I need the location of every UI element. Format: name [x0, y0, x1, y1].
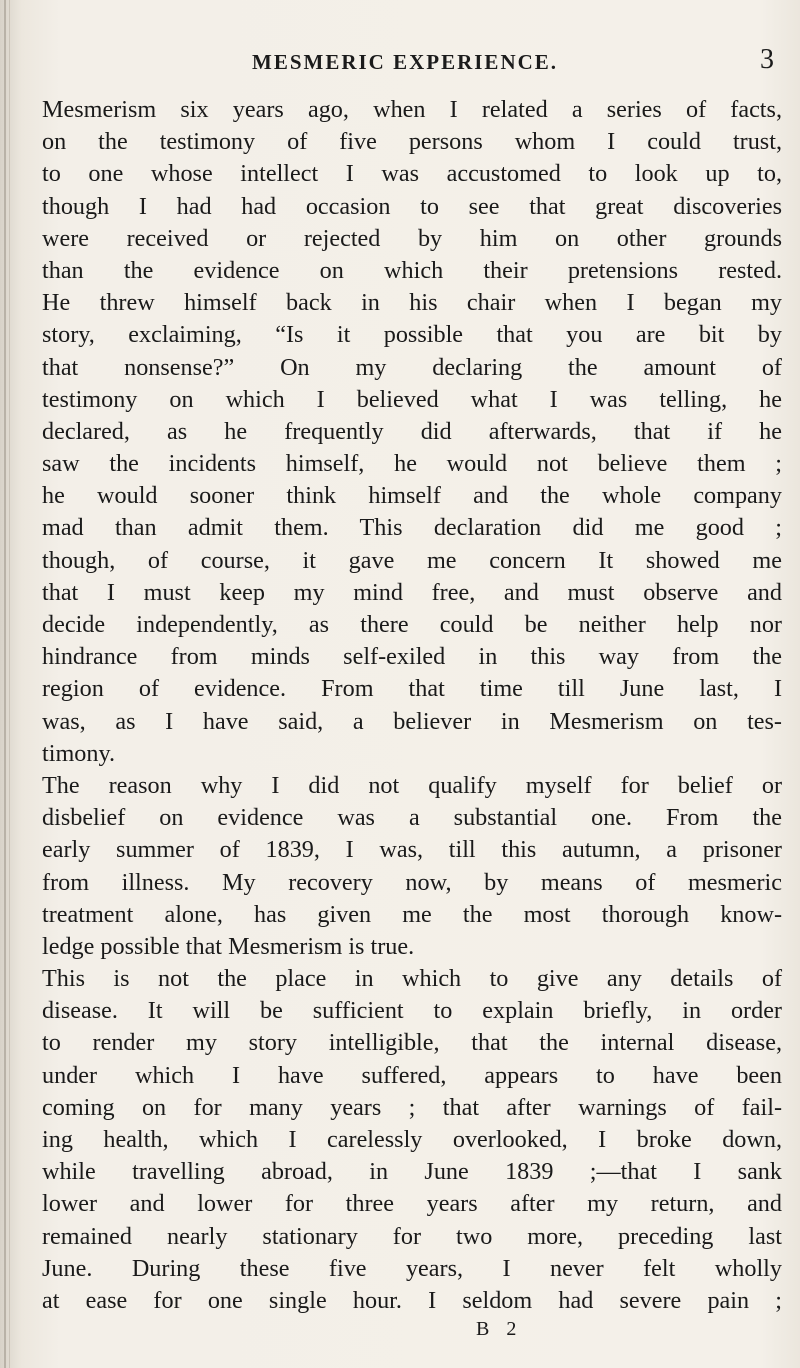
text-line: testimony on which I believed what I was telling, he [42, 385, 782, 413]
text-line: saw the incidents himself, he would not believe them ; [42, 450, 782, 478]
text-line: that nonsense?” On my declaring the amount of [42, 353, 782, 381]
text-line: he would sooner think himself and the whole company [42, 482, 782, 510]
text-line: hindrance from minds self-exiled in this way from the [42, 643, 782, 671]
page-number: 3 [760, 44, 774, 75]
text-line: on the testimony of five persons whom I could trust, [42, 128, 782, 156]
binding-edge [4, 0, 6, 1368]
text-line: though I had had occasion to see that great discoveries [42, 192, 782, 220]
text-line: ledge possible that Mesmerism is true. [42, 932, 415, 960]
body-text [42, 94, 782, 1317]
text-line: to render my story intelligible, that the internal disease, [42, 1029, 782, 1057]
binding-edge-inner [9, 0, 10, 1368]
text-line: Mesmerism six years ago, when I related a series of facts, [42, 96, 782, 123]
text-line: to one whose intellect I was accustomed to look up to, [42, 160, 782, 188]
text-line: at ease for one single hour. I seldom had severe pain ; [42, 1286, 782, 1314]
text-line: while travelling abroad, in June 1839 ;—that I sank [42, 1158, 782, 1186]
running-title: MESMERIC EXPERIENCE. [252, 50, 559, 74]
text-line: He threw himself back in his chair when I began my [42, 289, 782, 317]
text-line: disbelief on evidence was a substantial one. From the [42, 804, 782, 832]
page-header [42, 44, 782, 90]
text-line: treatment alone, has given me the most thorough know- [42, 900, 782, 928]
signature-mark: B 2 [476, 1318, 523, 1340]
text-line: under which I have suffered, appears to have been [42, 1061, 782, 1089]
text-line: This is not the place in which to give any details of [42, 965, 782, 993]
text-line: story, exclaiming, “Is it possible that you are bit by [42, 321, 782, 349]
text-line: from illness. My recovery now, by means of mesmeric [42, 868, 782, 896]
text-line: timony. [42, 739, 116, 767]
text-line: ing health, which I carelessly overlooked, I broke down, [42, 1126, 782, 1153]
text-line: remained nearly stationary for two more, preceding last [42, 1222, 782, 1250]
text-line: declared, as he frequently did afterwards, that if he [42, 417, 782, 445]
text-line: coming on for many years ; that after warnings of fail- [42, 1093, 782, 1121]
text-line: decide independently, as there could be neither help nor [42, 611, 782, 638]
text-line: lower and lower for three years after my return, and [42, 1190, 782, 1218]
text-line: mad than admit them. This declaration did me good ; [42, 514, 782, 542]
text-line: disease. It will be sufficient to explain briefly, in order [42, 997, 782, 1025]
text-line: was, as I have said, a believer in Mesmerism on tes- [42, 707, 782, 735]
text-line: that I must keep my mind free, and must observe and [42, 578, 782, 606]
text-line: June. During these five years, I never felt wholly [42, 1254, 782, 1282]
text-line: were received or rejected by him on other grounds [42, 224, 782, 252]
text-line: region of evidence. From that time till June last, I [42, 675, 782, 703]
text-line: though, of course, it gave me concern It showed me [42, 546, 782, 574]
text-line: The reason why I did not qualify myself for belief or [42, 771, 782, 799]
text-line: early summer of 1839, I was, till this autumn, a prisoner [42, 836, 782, 864]
text-line: than the evidence on which their pretensions rested. [42, 256, 782, 284]
